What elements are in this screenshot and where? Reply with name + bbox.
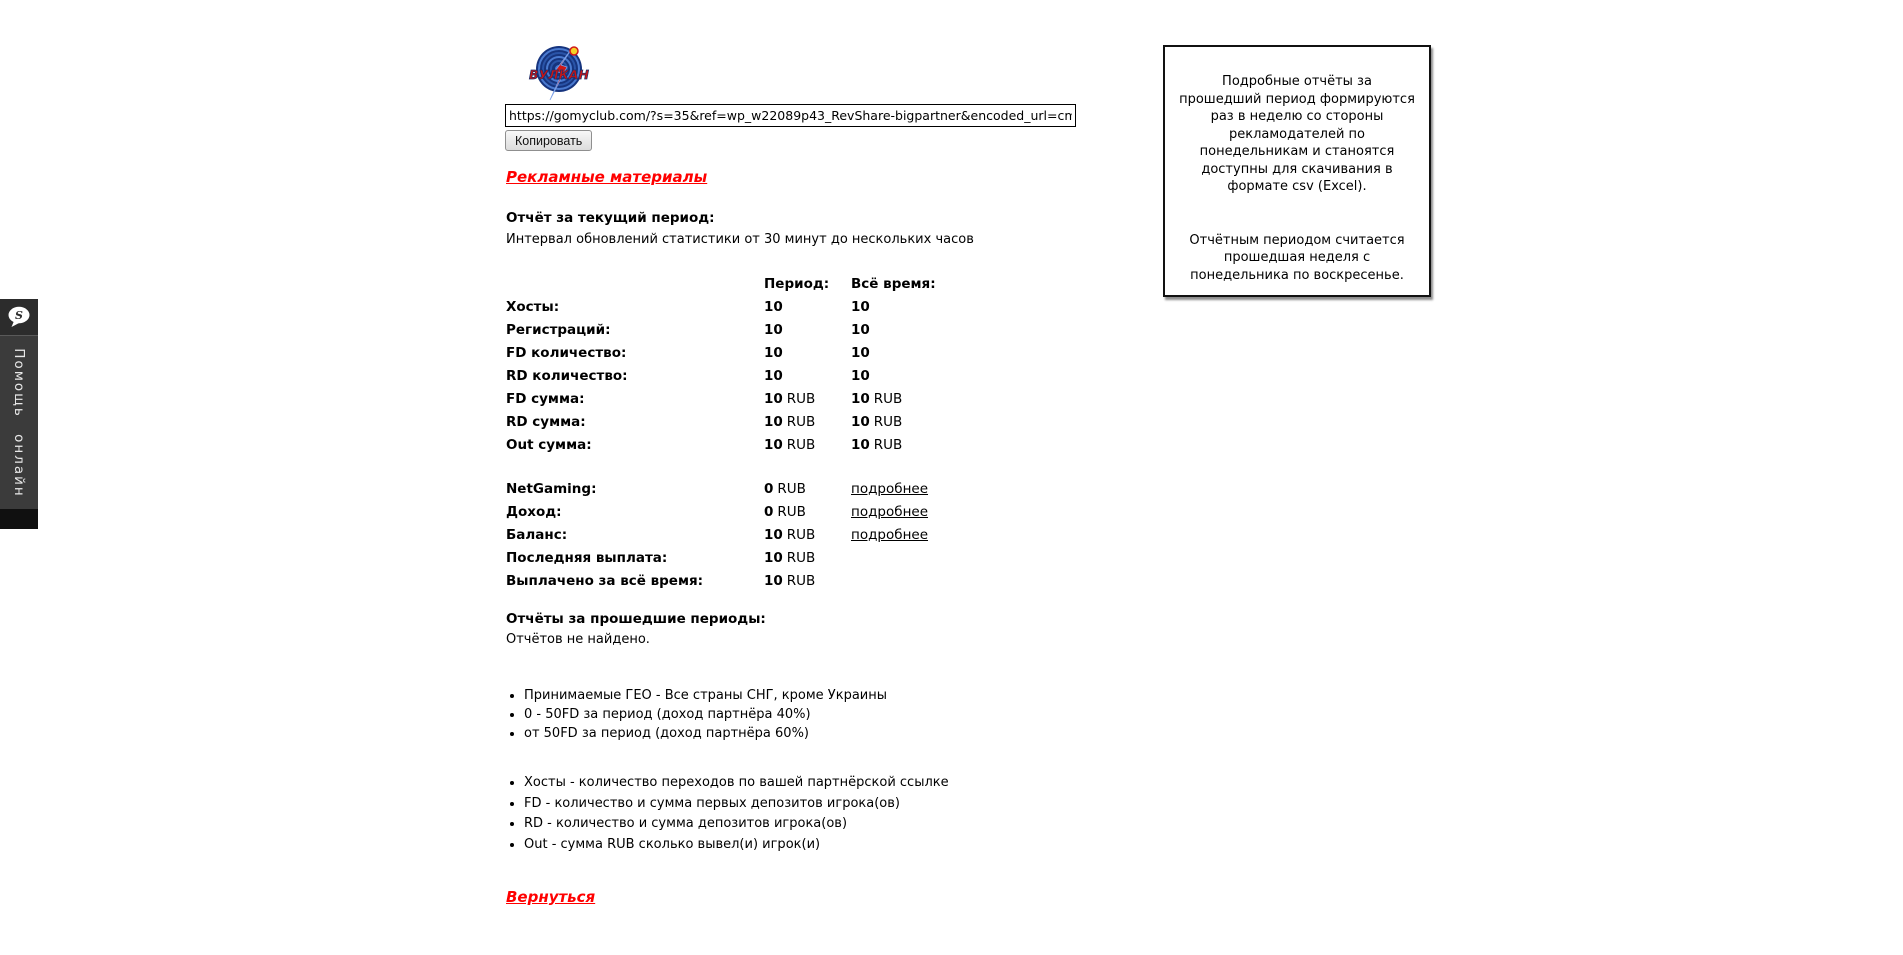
stats-row-label: Out сумма: — [506, 437, 592, 453]
promo-materials-link[interactable]: Рекламные материалы — [506, 168, 708, 186]
stats-table — [506, 276, 981, 454]
past-reports-empty: Отчётов не найдено. — [506, 632, 650, 647]
terms-item: • 0 - 50FD за период (доход партнёра 40%) — [524, 705, 887, 724]
summary-row-spacer — [851, 573, 981, 590]
stats-header-period: Период: — [764, 276, 830, 292]
summary-row-value: 0 RUB — [764, 504, 806, 520]
chat-bubble-icon — [0, 299, 38, 335]
svg-text:S: S — [15, 309, 23, 322]
summary-row-value: 10 RUB — [764, 573, 816, 589]
stats-row-alltime: 10 — [851, 345, 870, 361]
glossary-item: • RD - количество и сумма депозитов игрока(ов) — [524, 814, 949, 835]
stats-row-alltime: 10 — [851, 299, 870, 315]
terms-item: • от 50FD за период (доход партнёра 60%) — [524, 724, 887, 743]
stats-row-label: FD сумма: — [506, 391, 585, 407]
stats-row-period: 10 — [764, 322, 783, 338]
stats-row-alltime: 10 RUB — [851, 437, 903, 453]
stats-row-period: 10 RUB — [764, 414, 816, 430]
stats-row-label: Хосты: — [506, 299, 560, 315]
back-link[interactable]: Вернуться — [506, 888, 596, 906]
stats-header-spacer — [506, 276, 764, 293]
stats-row-period: 10 RUB — [764, 391, 816, 407]
summary-row-spacer — [851, 550, 981, 567]
details-link[interactable]: подробнее — [851, 481, 929, 497]
summary-row-value: 0 RUB — [764, 481, 806, 497]
glossary-item: • Хосты - количество переходов по вашей партнёрской ссылке — [524, 773, 949, 794]
stats-row-alltime: 10 RUB — [851, 391, 903, 407]
info-paragraph: Отчётным периодом считается прошедшая неделя с понедельника по воскресенье. — [1189, 232, 1405, 283]
stats-row-alltime: 10 — [851, 322, 870, 338]
stats-row-label: RD сумма: — [506, 414, 586, 430]
summary-row-value: 10 RUB — [764, 527, 816, 543]
info-paragraph: Подробные отчёты за прошедший период формируются раз в неделю со стороны рекламодателей по понедельникам и станоятся доступны для скачивания в формате csv (Excel). — [1179, 74, 1415, 194]
stats-row-label: Регистраций: — [506, 322, 611, 338]
summary-row-label: Баланс: — [506, 527, 568, 543]
stats-row-period: 10 RUB — [764, 437, 816, 453]
help-tab-label-area — [0, 335, 38, 509]
stats-row-label: RD количество: — [506, 368, 628, 384]
vulkan-logo-icon — [526, 44, 592, 102]
reports-info-box — [1163, 45, 1431, 297]
stats-row-label: FD количество: — [506, 345, 627, 361]
stats-header-alltime: Всё время: — [851, 276, 936, 292]
summary-row-label: Последняя выплата: — [506, 550, 668, 566]
summary-row-value: 10 RUB — [764, 550, 816, 566]
stats-row-period: 10 — [764, 299, 783, 315]
referral-url-input[interactable] — [505, 104, 1076, 127]
glossary-item: • Out - сумма RUB сколько вывел(и) игрок(и) — [524, 835, 949, 856]
glossary-list — [524, 773, 949, 855]
logo-text: ВУЛКАН — [529, 67, 589, 82]
current-report-subtitle: Интервал обновлений статистики от 30 минут до нескольких часов — [506, 232, 974, 247]
stats-row-period: 10 — [764, 345, 783, 361]
current-report-title: Отчёт за текущий период: — [506, 210, 715, 226]
summary-row-label: Доход: — [506, 504, 562, 520]
online-help-tab[interactable] — [0, 299, 38, 529]
summary-table — [506, 481, 981, 590]
terms-item: • Принимаемые ГЕО - Все страны СНГ, кроме Украины — [524, 686, 887, 705]
stats-row-period: 10 — [764, 368, 783, 384]
stats-row-alltime: 10 RUB — [851, 414, 903, 430]
summary-row-label: NetGaming: — [506, 481, 597, 497]
summary-row-label: Выплачено за всё время: — [506, 573, 704, 589]
details-link[interactable]: подробнее — [851, 504, 929, 520]
details-link[interactable]: подробнее — [851, 527, 929, 543]
copy-button[interactable]: Копировать — [505, 130, 592, 151]
glossary-item: • FD - количество и сумма первых депозитов игрока(ов) — [524, 794, 949, 815]
help-tab-label: Помощь онлайн — [11, 347, 27, 498]
past-reports-title: Отчёты за прошедшие периоды: — [506, 611, 766, 627]
help-tab-footer — [0, 509, 38, 529]
stats-row-alltime: 10 — [851, 368, 870, 384]
terms-list — [524, 686, 887, 743]
